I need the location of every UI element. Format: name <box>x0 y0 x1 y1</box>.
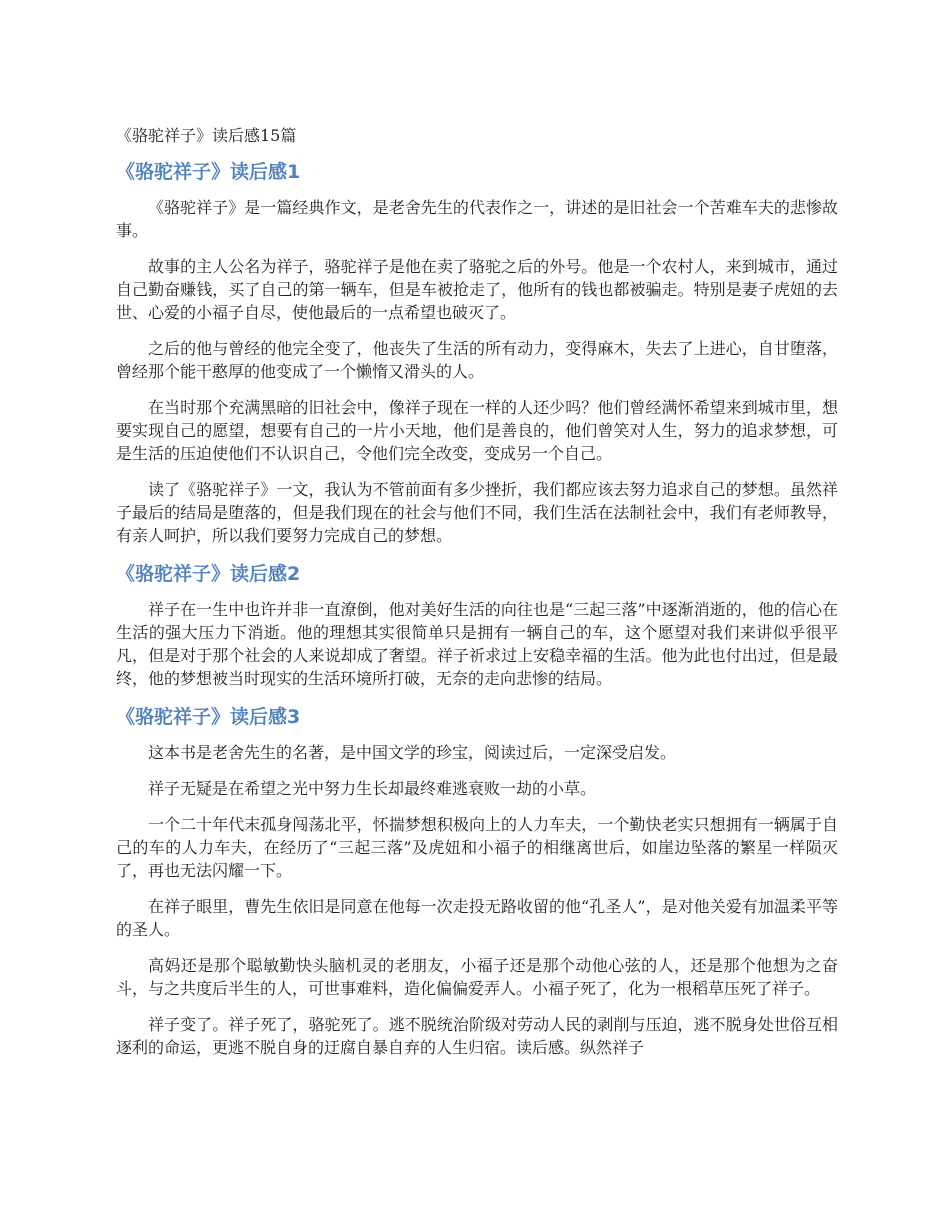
paragraph: 读了《骆驼祥子》一文，我认为不管前面有多少挫折，我们都应该去努力追求自己的梦想。虽然祥子最后的结局是堕落的，但是我们现在的社会与他们不同，我们生活在法制社会中，我们有老师教导，有亲人呵护，所以我们要努力完成自己的梦想。 <box>116 480 838 545</box>
section-heading: 《骆驼祥子》读后感2 <box>116 563 301 585</box>
section-2 <box>116 560 838 690</box>
section-heading: 《骆驼祥子》读后感1 <box>116 161 301 183</box>
paragraph: 这本书是老舍先生的名著，是中国文学的珍宝，阅读过后，一定深受启发。 <box>148 743 677 762</box>
section-1 <box>116 158 838 547</box>
paragraph: 祥子无疑是在希望之光中努力生长却最终难逃衰败一劫的小草。 <box>148 779 597 798</box>
paragraph: 《骆驼祥子》是一篇经典作文，是老舍先生的代表作之一，讲述的是旧社会一个苦难车夫的悲惨故事。 <box>116 198 838 240</box>
section-heading: 《骆驼祥子》读后感3 <box>116 706 301 728</box>
paragraph: 祥子变了。祥子死了，骆驼死了。逃不脱统治阶级对劳动人民的剥削与压迫，逃不脱身处世俗互相逐利的命运，更逃不脱自身的迂腐自暴自弃的人生归宿。读后感。纵然祥子 <box>116 1015 838 1057</box>
paragraph: 故事的主人公名为祥子，骆驼祥子是他在卖了骆驼之后的外号。他是一个农村人，来到城市，通过自己勤奋赚钱，买了自己的第一辆车，但是车被抢走了，他所有的钱也都被骗走。特别是妻子虎妞的去世、心爱的小福子自尽，使他最后的一点希望也破灭了。 <box>116 257 838 322</box>
paragraph: 高妈还是那个聪敏勤快头脑机灵的老朋友，小福子还是那个动他心弦的人，还是那个他想为之奋斗，与之共度后半生的人，可世事难料，造化偏偏爱弄人。小福子死了，化为一根稻草压死了祥子。 <box>116 956 838 998</box>
section-3 <box>116 703 838 1059</box>
paragraph: 一个二十年代末孤身闯荡北平，怀揣梦想积极向上的人力车夫，一个勤快老实只想拥有一辆属于自己的车的人力车夫，在经历了“三起三落”及虎妞和小福子的相继离世后，如崖边坠落的繁星一样陨灭了，再也无法闪耀一下。 <box>116 815 838 880</box>
document-body <box>116 124 838 1072</box>
paragraph: 在当时那个充满黑暗的旧社会中，像祥子现在一样的人还少吗？他们曾经满怀希望来到城市里，想要实现自己的愿望，想要有自己的一片小天地，他们是善良的，他们曾笑对人生，努力的追求梦想，可是生活的压迫使他们不认识自己，令他们完全改变，变成另一个自己。 <box>116 398 838 463</box>
paragraph: 在祥子眼里，曹先生依旧是同意在他每一次走投无路收留的他“孔圣人”，是对他关爱有加温柔平等的圣人。 <box>116 897 838 939</box>
paragraph: 之后的他与曾经的他完全变了，他丧失了生活的所有动力，变得麻木，失去了上进心，自甘堕落，曾经那个能干憨厚的他变成了一个懒惰又滑头的人。 <box>116 339 838 381</box>
paragraph: 祥子在一生中也许并非一直潦倒，他对美好生活的向往也是“三起三落”中逐渐消逝的，他的信心在生活的强大压力下消逝。他的理想其实很简单只是拥有一辆自己的车，这个愿望对我们来讲似乎很平凡，但是对于那个社会的人来说却成了奢望。祥子祈求过上安稳幸福的生活。他为此也付出过，但是最终，他的梦想被当时现实的生活环境所打破，无奈的走向悲惨的结局。 <box>116 600 838 688</box>
document-title: 《骆驼祥子》读后感15篇 <box>116 126 297 145</box>
